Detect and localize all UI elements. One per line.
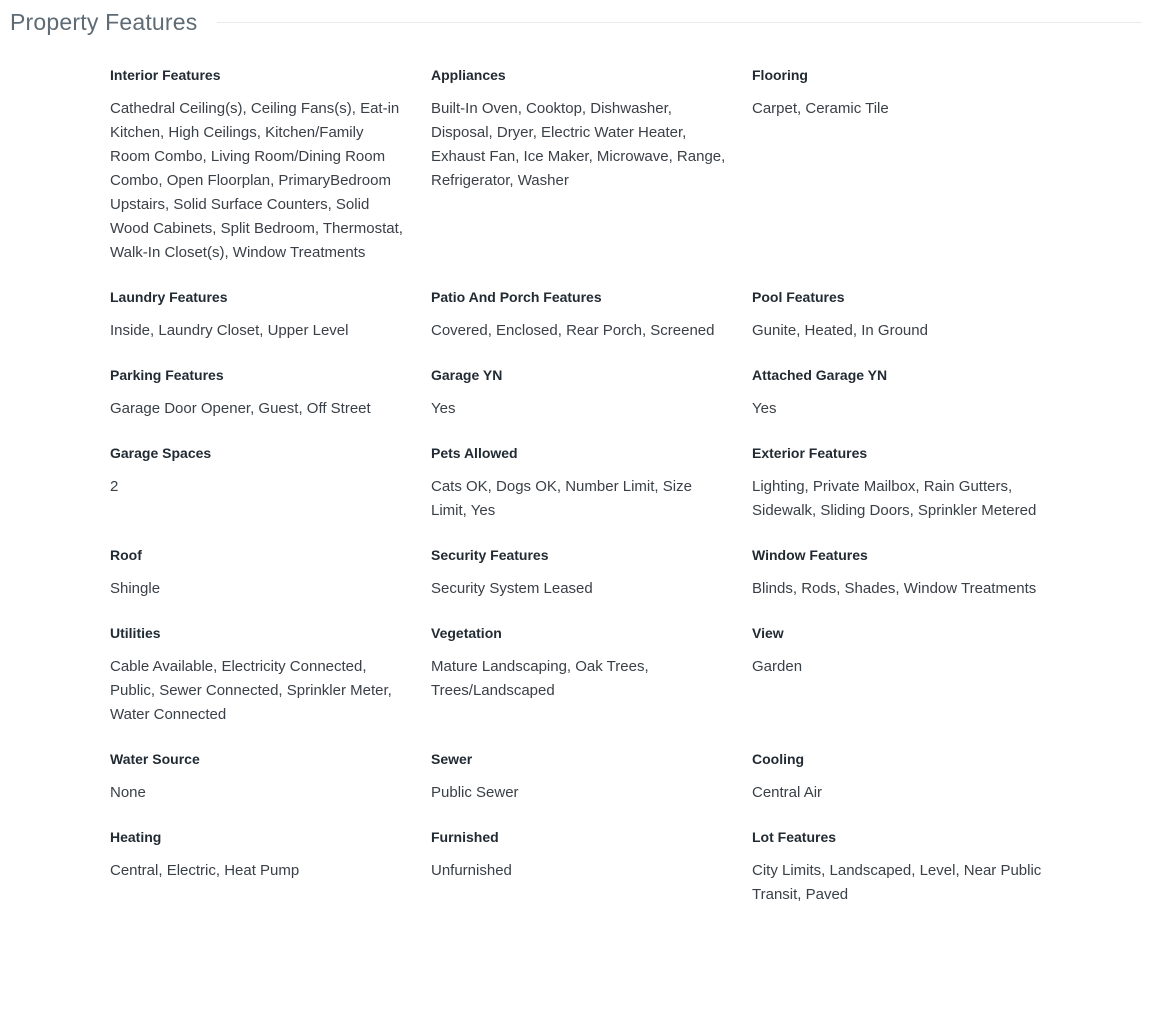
feature-furnished [431, 828, 752, 907]
feature-vegetation [431, 624, 752, 727]
feature-value: Mature Landscaping, Oak Trees, Trees/Landscaped [431, 658, 649, 699]
feature-label: Furnished [431, 829, 499, 845]
feature-value: Built-In Oven, Cooktop, Dishwasher, Disposal, Dryer, Electric Water Heater, Exhaust Fan, Ice Maker, Microwave, Range, Refrigerator, Washer [431, 100, 726, 189]
feature-pets-allowed [431, 444, 752, 523]
feature-value: City Limits, Landscaped, Level, Near Public Transit, Paved [752, 862, 1042, 903]
feature-value: Yes [752, 400, 777, 417]
feature-cooling [752, 750, 1073, 805]
feature-garage-spaces [110, 444, 431, 523]
feature-label: Water Source [110, 751, 200, 767]
feature-label: Heating [110, 829, 162, 845]
feature-label: Security Features [431, 547, 549, 563]
feature-value: None [110, 784, 146, 801]
feature-label: Laundry Features [110, 289, 228, 305]
feature-roof [110, 546, 431, 601]
feature-label: Sewer [431, 751, 473, 767]
feature-label: Exterior Features [752, 445, 868, 461]
feature-value: Covered, Enclosed, Rear Porch, Screened [431, 322, 715, 339]
feature-label: Roof [110, 547, 142, 563]
feature-view [752, 624, 1073, 727]
feature-label: Window Features [752, 547, 868, 563]
feature-label: Pool Features [752, 289, 845, 305]
feature-value: Yes [431, 400, 456, 417]
feature-value: Cats OK, Dogs OK, Number Limit, Size Limit, Yes [431, 478, 692, 519]
feature-label: Vegetation [431, 625, 502, 641]
feature-flooring [752, 66, 1073, 265]
feature-value: Central Air [752, 784, 823, 801]
feature-value: Gunite, Heated, In Ground [752, 322, 928, 339]
feature-value: Blinds, Rods, Shades, Window Treatments [752, 580, 1037, 597]
feature-garage-yn [431, 366, 752, 421]
feature-value: Inside, Laundry Closet, Upper Level [110, 322, 349, 339]
feature-sewer [431, 750, 752, 805]
feature-value: Lighting, Private Mailbox, Rain Gutters, Sidewalk, Sliding Doors, Sprinkler Metered [752, 478, 1037, 519]
feature-label: Attached Garage YN [752, 367, 888, 383]
section-header [10, 6, 1142, 38]
feature-parking-features [110, 366, 431, 421]
feature-value: Garage Door Opener, Guest, Off Street [110, 400, 371, 417]
feature-label: Interior Features [110, 67, 221, 83]
feature-lot-features [752, 828, 1073, 907]
feature-window-features [752, 546, 1073, 601]
feature-value: Unfurnished [431, 862, 512, 879]
feature-value: Cable Available, Electricity Connected, Public, Sewer Connected, Sprinkler Meter, Water Connected [110, 658, 392, 723]
feature-value: Carpet, Ceramic Tile [752, 100, 889, 117]
feature-label: Parking Features [110, 367, 224, 383]
feature-security-features [431, 546, 752, 601]
feature-value: Central, Electric, Heat Pump [110, 862, 300, 879]
feature-interior-features [110, 66, 431, 265]
features-grid [110, 66, 1073, 907]
feature-value: 2 [110, 478, 119, 495]
feature-patio-and-porch-features [431, 288, 752, 343]
feature-label: Flooring [752, 67, 808, 83]
feature-label: Utilities [110, 625, 161, 641]
feature-laundry-features [110, 288, 431, 343]
feature-value: Cathedral Ceiling(s), Ceiling Fans(s), Eat-in Kitchen, High Ceilings, Kitchen/Family Room Combo, Living Room/Dining Room Combo, Open Floorplan, PrimaryBedroom Upstairs, Solid Surface Counters, Solid Wood Cabinets, Split Bedroom, Thermostat, Walk-In Closet(s), Window Treatments [110, 100, 403, 261]
feature-label: Patio And Porch Features [431, 289, 602, 305]
feature-pool-features [752, 288, 1073, 343]
feature-label: Appliances [431, 67, 506, 83]
feature-utilities [110, 624, 431, 727]
feature-label: Garage Spaces [110, 445, 212, 461]
section-title: Property Features [10, 8, 198, 35]
feature-value: Security System Leased [431, 580, 593, 597]
feature-value: Garden [752, 658, 803, 675]
feature-water-source [110, 750, 431, 805]
feature-appliances [431, 66, 752, 265]
feature-label: Garage YN [431, 367, 503, 383]
feature-exterior-features [752, 444, 1073, 523]
feature-value: Shingle [110, 580, 161, 597]
feature-label: Pets Allowed [431, 445, 518, 461]
feature-label: Cooling [752, 751, 805, 767]
feature-value: Public Sewer [431, 784, 519, 801]
feature-label: Lot Features [752, 829, 837, 845]
feature-heating [110, 828, 431, 907]
feature-attached-garage-yn [752, 366, 1073, 421]
section-divider [217, 22, 1142, 23]
feature-label: View [752, 625, 784, 641]
